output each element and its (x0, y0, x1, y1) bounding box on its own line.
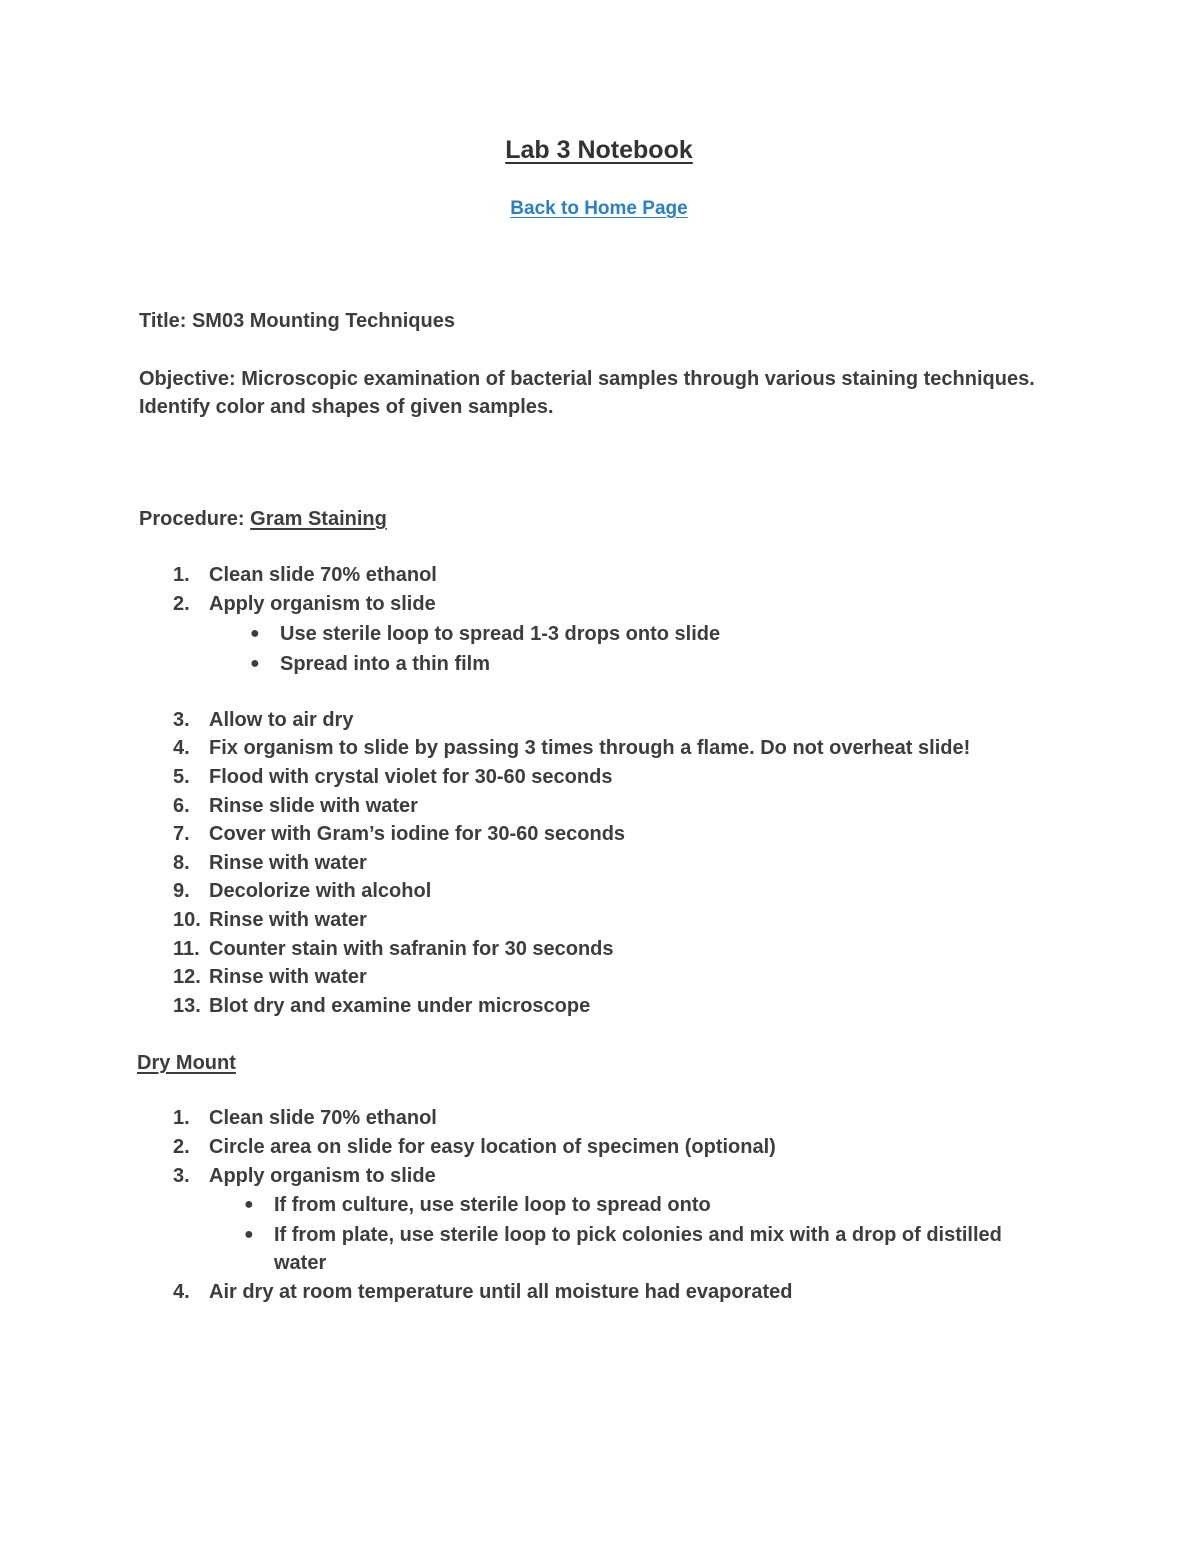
step-text: Apply organism to slide (209, 593, 436, 615)
bullet-icon: ● (250, 625, 260, 642)
gram-step (173, 849, 367, 877)
gram-step (173, 992, 590, 1020)
dry-mount-heading: Dry Mount (137, 1052, 236, 1074)
step-number: 12. (173, 966, 201, 988)
bullet-icon: ● (250, 655, 260, 672)
step-text: Cover with Gram’s iodine for 30-60 seconds (209, 823, 626, 845)
step-number: 2. (173, 593, 190, 615)
gram-step (173, 763, 612, 791)
gram-step (173, 906, 367, 934)
procedure-heading (139, 505, 387, 533)
step-number: 4. (173, 737, 190, 759)
step-number: 1. (173, 1107, 190, 1129)
lab-title: Title: SM03 Mounting Techniques (139, 310, 455, 332)
gram-step (173, 935, 614, 963)
gram-staining-heading: Gram Staining (250, 508, 387, 530)
dry-mount-substep (244, 1191, 711, 1219)
step-number: 1. (173, 564, 190, 586)
substep-text: Spread into a thin film (280, 653, 491, 675)
step-number: 8. (173, 852, 190, 874)
step-number: 3. (173, 1165, 190, 1187)
step-text: Rinse with water (209, 966, 367, 988)
procedure-label: Procedure: (139, 508, 251, 530)
step-number: 4. (173, 1281, 190, 1303)
bullet-icon: ● (244, 1226, 254, 1243)
gram-substep (250, 650, 490, 678)
step-number: 13. (173, 995, 201, 1017)
step-number: 6. (173, 795, 190, 817)
step-text: Fix organism to slide by passing 3 times through a flame. Do not overheat slide! (209, 737, 971, 759)
step-number: 10. (173, 909, 201, 931)
step-text: Allow to air dry (209, 709, 354, 731)
substep-text: If from culture, use sterile loop to spread onto (274, 1194, 711, 1216)
step-text: Flood with crystal violet for 30-60 seconds (209, 766, 613, 788)
bullet-icon: ● (244, 1196, 254, 1213)
step-number: 5. (173, 766, 190, 788)
dry-mount-step (173, 1278, 792, 1306)
step-number: 3. (173, 709, 190, 731)
gram-step (173, 706, 353, 734)
substep-text: If from plate, use sterile loop to pick colonies and mix with a drop of distilled water (274, 1224, 1002, 1274)
gram-substep (250, 620, 720, 648)
gram-step (173, 561, 437, 589)
dry-mount-substep (244, 1221, 1034, 1277)
gram-step (173, 820, 625, 848)
objective-line-2: Identify color and shapes of given samples. (139, 396, 554, 418)
step-number: 2. (173, 1136, 190, 1158)
step-text: Apply organism to slide (209, 1165, 436, 1187)
step-number: 9. (173, 880, 190, 902)
step-text: Blot dry and examine under microscope (209, 995, 591, 1017)
gram-step (173, 734, 970, 762)
objective-line-1: Objective: Microscopic examination of bacterial samples through various staining techniques. (139, 368, 1035, 390)
page-title: Lab 3 Notebook (505, 136, 693, 164)
back-to-home-link[interactable]: Back to Home Page (510, 198, 688, 219)
gram-step (173, 590, 436, 618)
step-text: Decolorize with alcohol (209, 880, 432, 902)
gram-step (173, 963, 367, 991)
dry-mount-step (173, 1162, 436, 1190)
step-number: 11. (173, 938, 200, 960)
step-text: Rinse with water (209, 852, 367, 874)
step-text: Circle area on slide for easy location of specimen (optional) (209, 1136, 776, 1158)
step-text: Clean slide 70% ethanol (209, 564, 437, 586)
substep-text: Use sterile loop to spread 1-3 drops onto slide (280, 623, 721, 645)
step-number: 7. (173, 823, 190, 845)
dry-mount-step (173, 1133, 776, 1161)
step-text: Rinse with water (209, 909, 367, 931)
gram-step (173, 877, 431, 905)
step-text: Clean slide 70% ethanol (209, 1107, 437, 1129)
step-text: Air dry at room temperature until all moisture had evaporated (209, 1281, 793, 1303)
step-text: Counter stain with safranin for 30 seconds (209, 938, 614, 960)
gram-step (173, 792, 418, 820)
step-text: Rinse slide with water (209, 795, 418, 817)
dry-mount-step (173, 1104, 437, 1132)
